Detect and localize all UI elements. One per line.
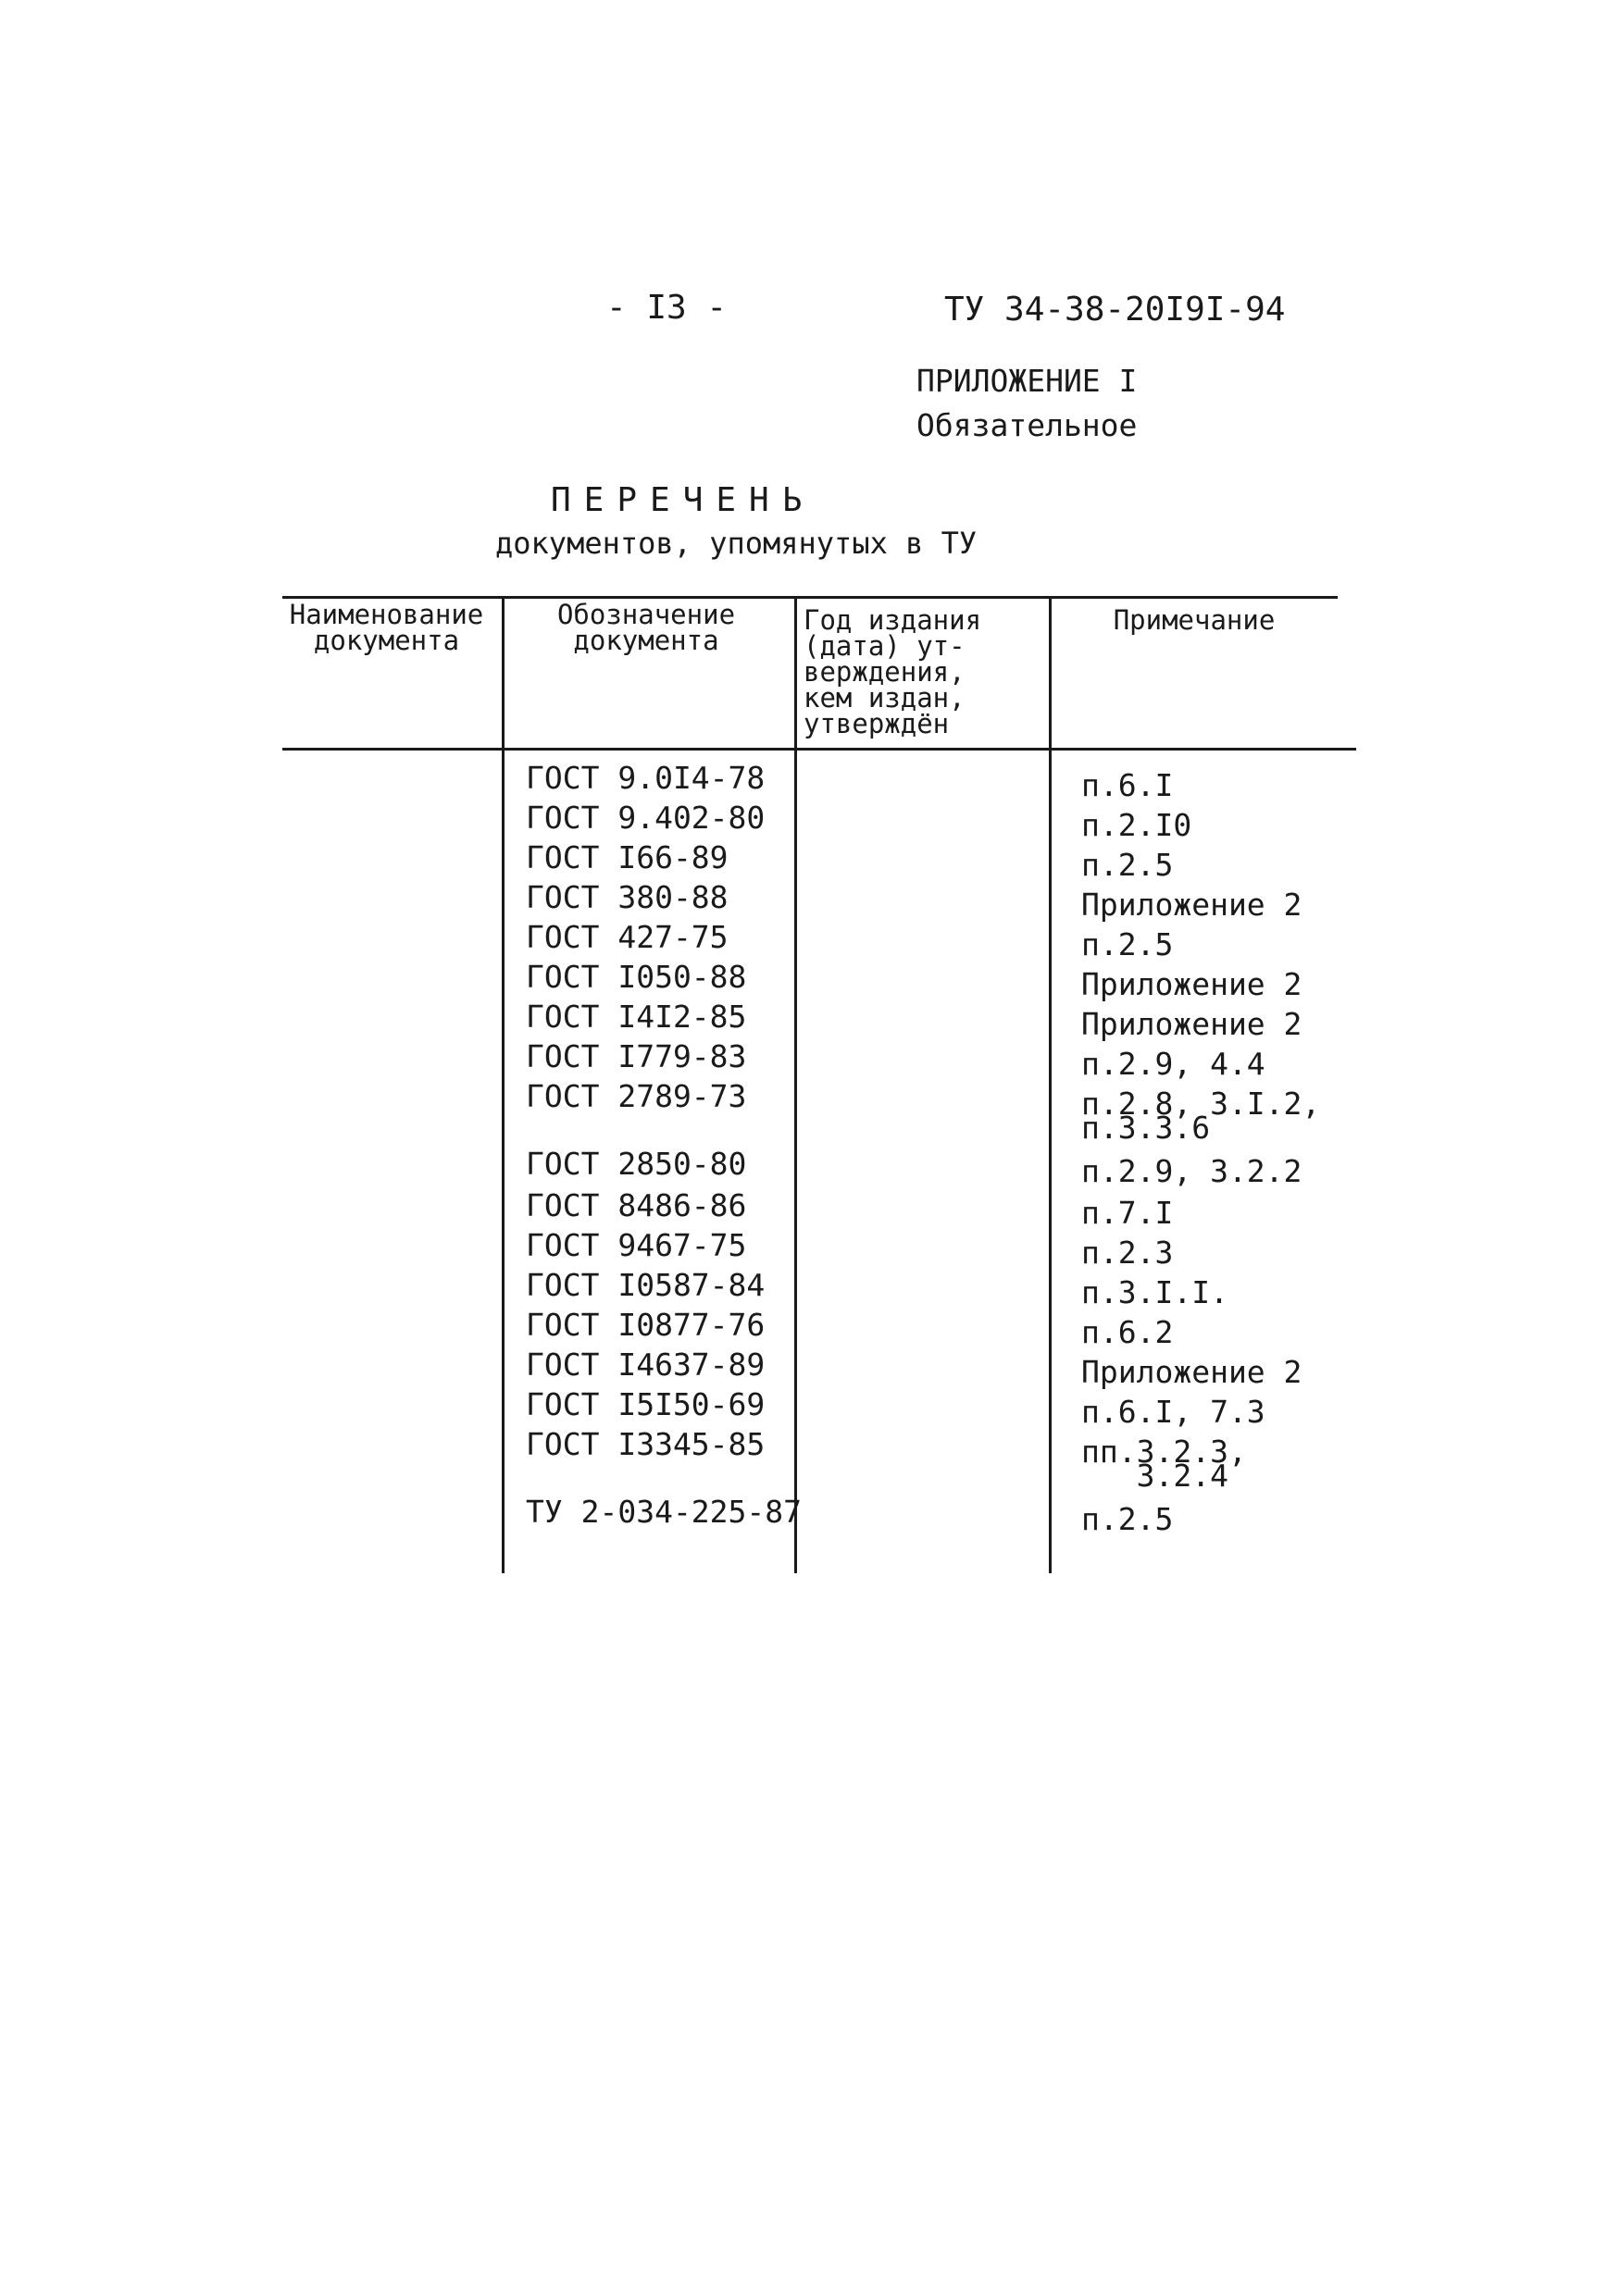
row-note: п.2.9, 4.4 (1081, 1046, 1265, 1082)
row-designation: ГОСТ I779-83 (526, 1038, 747, 1074)
row-note: Приложение 2 (1081, 887, 1302, 923)
column-header-year: Год издания (дата) ут- верждения, кем издан, утверждён (804, 604, 982, 739)
row-designation: ГОСТ I050-88 (526, 959, 747, 995)
row-note: п.6.I, 7.3 (1081, 1394, 1265, 1430)
row-note: п.7.I (1081, 1195, 1174, 1231)
row-note: п.2.5 (1081, 926, 1174, 962)
list-subtitle: документов, упомянутых в ТУ (495, 526, 978, 561)
row-note: п.6.2 (1081, 1314, 1174, 1350)
row-designation: ГОСТ I4I2-85 (526, 999, 747, 1035)
row-note: п.2.5 (1081, 1501, 1174, 1537)
row-note: п.3.I.I. (1081, 1274, 1228, 1310)
row-designation: ГОСТ 8486-86 (526, 1187, 747, 1223)
row-designation: ГОСТ 9.0I4-78 (526, 760, 766, 796)
column-divider-3 (1049, 596, 1052, 1573)
page-number: - I3 - (606, 289, 728, 327)
document-code: ТУ 34-38-20I9I-94 (944, 291, 1286, 329)
column-header-designation: Обозначение документа (556, 599, 736, 656)
row-designation: ГОСТ 2789-73 (526, 1078, 747, 1114)
row-note: Приложение 2 (1081, 966, 1302, 1002)
row-designation: ГОСТ I0587-84 (526, 1267, 766, 1303)
list-title: ПЕРЕЧЕНЬ (551, 481, 816, 519)
row-note: пп.3.2.3, 3.2.4 (1081, 1433, 1247, 1494)
row-note: п.6.I (1081, 767, 1174, 803)
row-designation: ГОСТ I5I50-69 (526, 1386, 766, 1422)
row-designation: ГОСТ 380-88 (526, 879, 729, 915)
row-designation: ГОСТ 9.402-80 (526, 800, 766, 836)
row-designation: ГОСТ I0877-76 (526, 1307, 766, 1343)
row-designation: ГОСТ I3345-85 (526, 1426, 766, 1462)
row-note: п.2.I0 (1081, 807, 1192, 843)
row-designation: ГОСТ 427-75 (526, 919, 729, 955)
column-divider-2 (794, 596, 797, 1573)
column-divider-1 (502, 596, 505, 1573)
row-designation: ГОСТ 2850-80 (526, 1146, 747, 1182)
row-note: Приложение 2 (1081, 1354, 1302, 1390)
appendix-status: Обязательное (916, 407, 1138, 443)
table-header-rule (282, 748, 1356, 751)
row-note: п.2.3 (1081, 1235, 1174, 1271)
appendix-label: ПРИЛОЖЕНИЕ I (916, 363, 1138, 399)
row-note: п.2.8, 3.I.2, п.3.3.6 (1081, 1086, 1321, 1146)
row-designation: ТУ 2-034-225-87 (526, 1494, 803, 1530)
row-designation: ГОСТ I4637-89 (526, 1347, 766, 1383)
row-note: п.2.5 (1081, 847, 1174, 883)
row-designation: ГОСТ I66-89 (526, 839, 729, 875)
column-header-note: Примечание (1113, 604, 1276, 636)
column-header-name: Наименование документа (289, 599, 484, 656)
row-note: Приложение 2 (1081, 1006, 1302, 1042)
row-designation: ГОСТ 9467-75 (526, 1227, 747, 1263)
row-note: п.2.9, 3.2.2 (1081, 1153, 1302, 1189)
